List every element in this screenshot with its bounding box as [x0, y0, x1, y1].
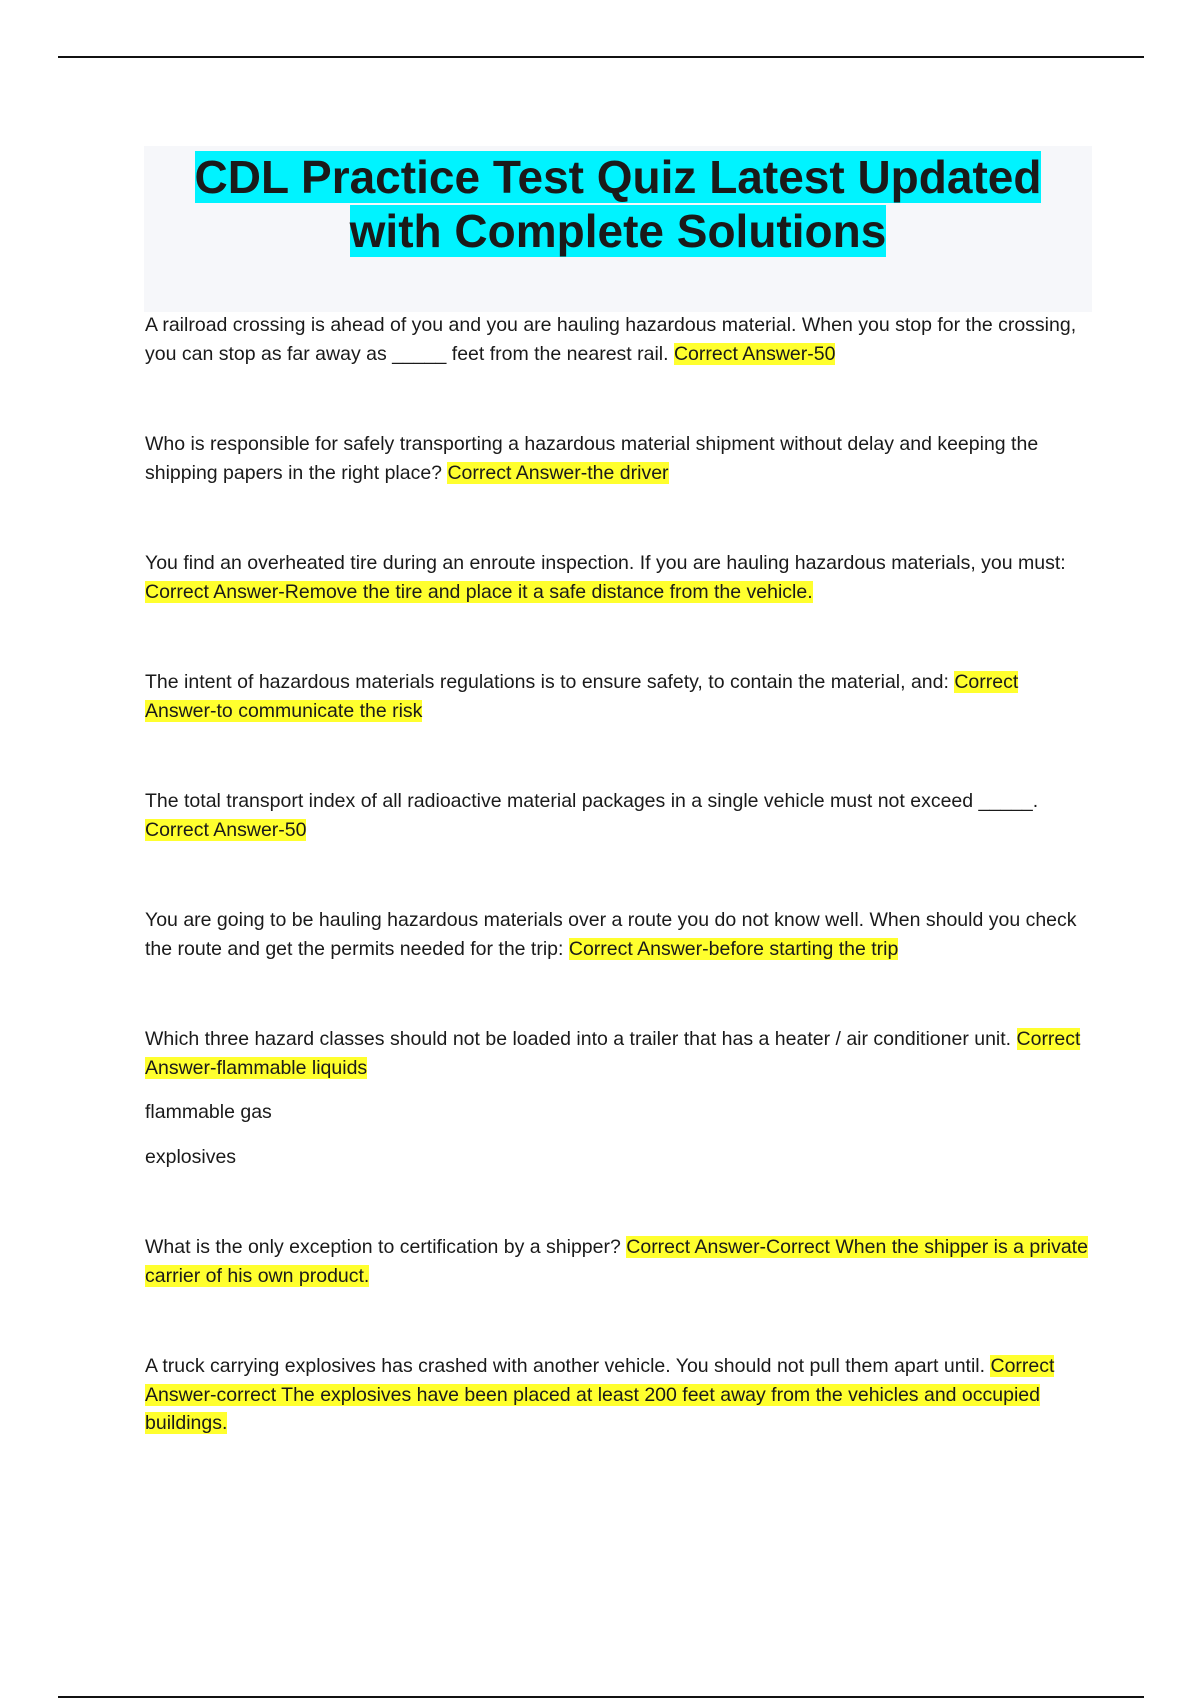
qa-item	[145, 1352, 1093, 1438]
question-text: You find an overheated tire during an enroute inspection. If you are hauling hazardous materials, you must:	[145, 552, 1066, 574]
question-text: You are going to be hauling hazardous materials over a route you do not know well. When should you check the route and get the permits needed for the trip:	[145, 909, 1077, 960]
qa-paragraph	[145, 1233, 1093, 1290]
question-text: Who is responsible for safely transporting a hazardous material shipment without delay and keeping the shipping papers in the right place?	[145, 433, 1039, 484]
answer-highlight: Correct Answer-flammable liquids	[145, 1028, 1081, 1079]
qa-item	[145, 1233, 1093, 1290]
qa-paragraph	[145, 311, 1093, 368]
title-line-2: with Complete Solutions	[349, 205, 887, 257]
answer-highlight: Correct Answer-50	[145, 818, 307, 841]
page-title	[144, 146, 1092, 258]
answer-highlight: Correct Answer-50	[673, 342, 836, 365]
qa-paragraph	[145, 1025, 1093, 1082]
question-text: Which three hazard classes should not be loaded into a trailer that has a heater / air conditioner unit.	[145, 1028, 1012, 1050]
qa-paragraph	[145, 549, 1093, 606]
qa-item	[145, 430, 1093, 487]
qa-paragraph	[145, 787, 1093, 844]
qa-item	[145, 549, 1093, 606]
answer-highlight: Correct Answer-the driver	[447, 461, 669, 484]
question-text: What is the only exception to certification by a shipper?	[145, 1236, 621, 1258]
answer-extra-line: explosives	[145, 1145, 237, 1168]
qa-paragraph	[145, 430, 1093, 487]
qa-item	[145, 311, 1093, 368]
question-text: The total transport index of all radioactive material packages in a single vehicle must not exceed _____.	[145, 790, 1039, 812]
page-top-rule	[58, 56, 1144, 58]
qa-item	[145, 787, 1093, 844]
title-line-1: CDL Practice Test Quiz Latest Updated	[194, 151, 1042, 203]
qa-paragraph	[145, 1352, 1093, 1438]
qa-paragraph	[145, 668, 1093, 725]
qa-paragraph	[145, 906, 1093, 963]
answer-highlight: Correct Answer-before starting the trip	[568, 937, 899, 960]
qa-list	[145, 311, 1093, 1438]
qa-item	[145, 906, 1093, 963]
qa-item	[145, 1025, 1093, 1171]
title-banner	[144, 146, 1092, 312]
question-text: The intent of hazardous materials regulations is to ensure safety, to contain the material, and:	[145, 671, 949, 693]
question-text: A railroad crossing is ahead of you and you are hauling hazardous material. When you stop for the crossing, you can stop as far away as _____ feet from the nearest rail.	[145, 314, 1077, 365]
answer-highlight: Correct Answer-Correct When the shipper is a private carrier of his own product.	[145, 1236, 1088, 1287]
answer-extra-line: flammable gas	[145, 1101, 272, 1123]
question-text: A truck carrying explosives has crashed with another vehicle. You should not pull them apart until.	[145, 1355, 986, 1377]
qa-item	[145, 668, 1093, 725]
answer-highlight: Correct Answer-Remove the tire and place it a safe distance from the vehicle.	[145, 580, 813, 603]
page-bottom-rule	[58, 1696, 1144, 1698]
answer-highlight: Correct Answer-correct The explosives have been placed at least 200 feet away from the vehicles and occupied buildings.	[145, 1355, 1055, 1434]
answer-highlight: Correct Answer-to communicate the risk	[145, 671, 1019, 722]
